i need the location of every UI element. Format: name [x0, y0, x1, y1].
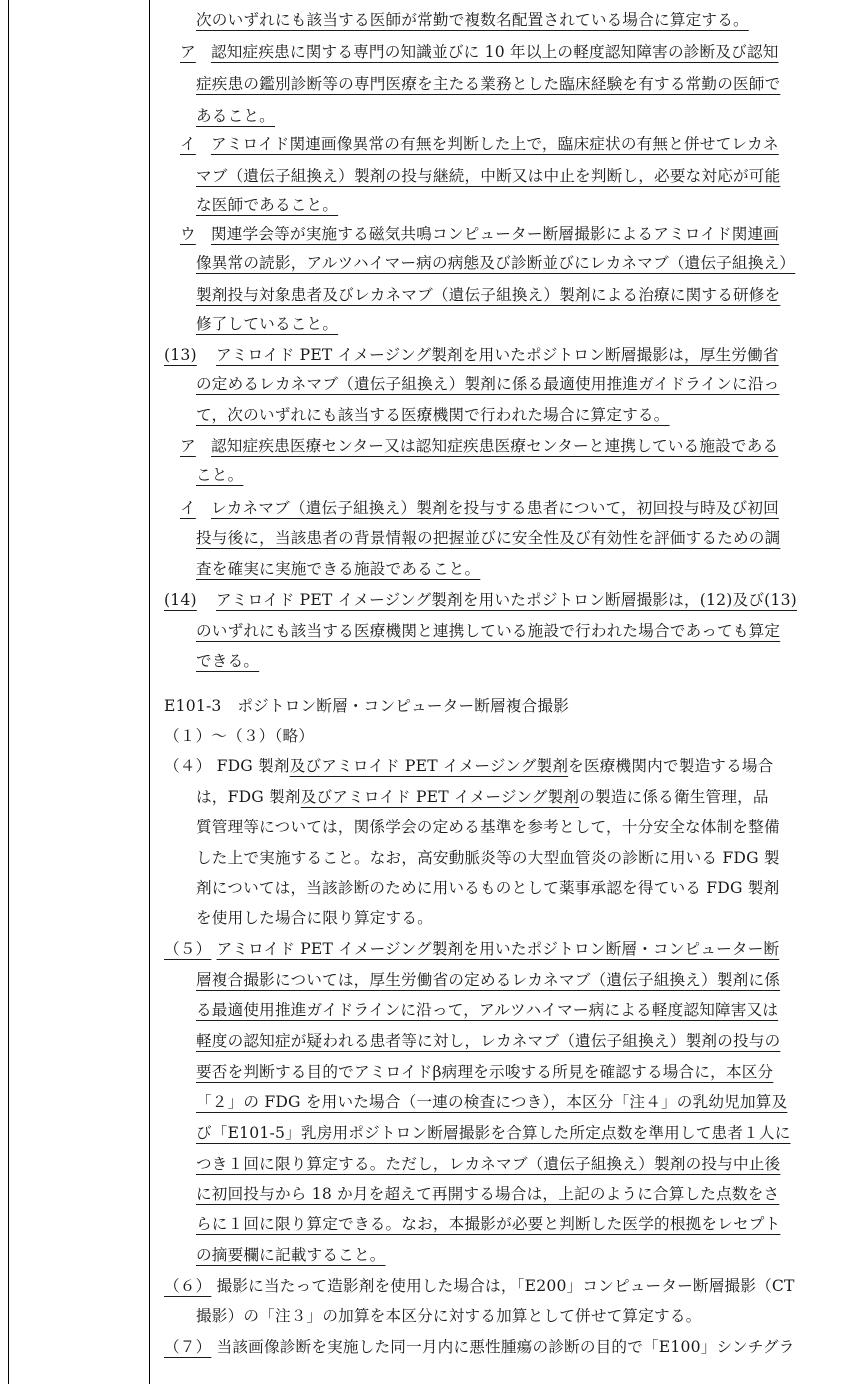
item-number: （５） — [164, 940, 212, 958]
item-u-line1: ウ 関連学会等が実施する磁気共鳴コンピューター断層撮影によるアミロイド関連画 — [180, 218, 779, 250]
item13-a-line2: こと。 — [196, 466, 244, 484]
item5-line5: 要否を判断する目的でアミロイドβ病理を示唆する所見を確認する場合に，本区分 — [196, 1063, 774, 1081]
item-number: (14) — [164, 591, 197, 609]
item-i-line3: な医師であること。 — [196, 196, 339, 214]
item5-line2: 層複合撮影については，厚生労働省の定めるレカネマブ（遺伝子組換え）製剤に係 — [196, 971, 781, 989]
item5-line9: に初回投与から 18 か月を超えて再開する場合は，上記のように合算した点数をさ — [196, 1185, 780, 1203]
omitted-items: （１）～（３）（略） — [164, 727, 315, 745]
item-label: ウ — [180, 225, 196, 243]
item-label: ア — [180, 437, 196, 455]
item14-line3: できる。 — [196, 652, 260, 670]
item-number: （６） — [164, 1277, 212, 1295]
intro-line: 次のいずれにも該当する医師が常勤で複数名配置されている場合に算定する。 — [196, 11, 749, 29]
item5-line1: （５） アミロイド PET イメージング製剤を用いたポジトロン断層・コンピューター断 — [164, 933, 779, 965]
item13-line2: の定めるレカネマブ（遺伝子組換え）製剤に係る最適使用推進ガイドラインに沿っ — [196, 375, 780, 393]
item13-i-line2: 投与後に，当該患者の背景情報の把握並びに安全性及び有効性を評価するための調 — [196, 529, 781, 547]
item5-line6: 「２」の FDG を用いた場合（一連の検査につき），本区分「注４」の乳幼児加算及 — [196, 1093, 788, 1111]
item14-line2: のいずれにも該当する医療機関と連携している施設で行われた場合であっても算定 — [196, 622, 781, 640]
item-a-line3: あること。 — [196, 107, 275, 125]
item6-line2: 撮影）の「注３」の加算を本区分に対する加算として併せて算定する。 — [196, 1307, 702, 1325]
item13-i-line1: イ レカネマブ（遺伝子組換え）製剤を投与する患者について，初回投与時及び初回 — [180, 492, 779, 524]
section-title: E101-3 ポジトロン断層・コンピューター断層複合撮影 — [164, 697, 569, 715]
item-i-line2: マブ（遺伝子組換え）製剤の投与継続，中断又は中止を判断し，必要な対応が可能 — [196, 167, 781, 185]
item-number: （４） — [164, 757, 212, 775]
item13-a-line1: ア 認知症疾患医療センター又は認知症疾患医療センターと連携している施設である — [180, 430, 778, 462]
item4-line4: した上で実施すること。なお，高安動脈炎等の大型血管炎の診断に用いる FDG 製 — [196, 849, 780, 867]
item5-line8: つき１回に限り算定する。ただし，レカネマブ（遺伝子組換え）製剤の投与中止後 — [196, 1155, 781, 1173]
item4-line6: を使用した場合に限り算定する。 — [196, 909, 433, 927]
item4-line5: 剤については，当該診断のために用いるものとして薬事承認を得ている FDG 製剤 — [196, 879, 780, 897]
item-number: (13) — [164, 346, 197, 364]
left-border — [8, 0, 9, 1384]
item5-line3: る最適使用推進ガイドラインに沿って，アルツハイマー病による軽度認知障害又は — [196, 1001, 779, 1019]
item-label: ア — [180, 43, 196, 61]
item7-line1: （７） 当該画像診断を実施した同一月内に悪性腫瘍の診断の目的で「E100」シンチグラ — [164, 1331, 794, 1363]
item-u-line3: 製剤投与対象患者及びレカネマブ（遺伝子組換え）製剤による治療に関する研修を — [196, 286, 781, 304]
item4-line2: は，FDG 製剤及びアミロイド PET イメージング製剤の製造に係る衛生管理，品 — [196, 788, 769, 806]
item13-line3: て，次のいずれにも該当する医療機関で行われた場合に算定する。 — [196, 406, 670, 424]
item-number: （７） — [164, 1338, 212, 1356]
item5-line7: び「E101-5」乳房用ポジトロン断層撮影を合算した所定点数を準用して患者１人に — [196, 1124, 791, 1142]
item4-line3: 質管理等については，関係学会の定める基準を参考として，十分安全な体制を整備 — [196, 818, 780, 836]
item-i-line1: イ アミロイド関連画像異常の有無を判断した上で，臨床症状の有無と併せてレカネ — [180, 128, 779, 160]
item13-i-line3: 査を確実に実施できる施設であること。 — [196, 560, 481, 578]
item13-line1: (13) アミロイド PET イメージング製剤を用いたポジトロン断層撮影は，厚生労働省 — [164, 339, 779, 371]
item14-line1: (14) アミロイド PET イメージング製剤を用いたポジトロン断層撮影は，(12)及び(13) — [164, 584, 797, 616]
item5-line10: らに１回に限り算定できる。なお，本撮影が必要と判断した医学的根拠をレセプト — [196, 1215, 781, 1233]
item-u-line2: 像異常の読影，アルツハイマー病の病態及び診断並びにレカネマブ（遺伝子組換え） — [196, 254, 796, 272]
item5-line4: 軽度の認知症が疑われる患者等に対し，レカネマブ（遺伝子組換え）製剤の投与の — [196, 1032, 781, 1050]
item-label: イ — [180, 135, 196, 153]
item4-line1: （４） FDG 製剤及びアミロイド PET イメージング製剤を医療機関内で製造する場合 — [164, 750, 773, 782]
item5-line11: の摘要欄に記載すること。 — [196, 1246, 386, 1264]
item-a-line2: 症疾患の鑑別診断等の専門医療を主たる業務とした臨床経験を有する常勤の医師で — [196, 75, 781, 93]
item-label: イ — [180, 499, 196, 517]
column-divider — [149, 0, 150, 1384]
item6-line1: （６） 撮影に当たって造影剤を使用した場合は，「E200」コンピューター断層撮影（CT — [164, 1270, 795, 1302]
item-a-line1: ア 認知症疾患に関する専門の知識並びに 10 年以上の軽度認知障害の診断及び認知 — [180, 36, 779, 68]
item-u-line4: 修了していること。 — [196, 315, 339, 333]
